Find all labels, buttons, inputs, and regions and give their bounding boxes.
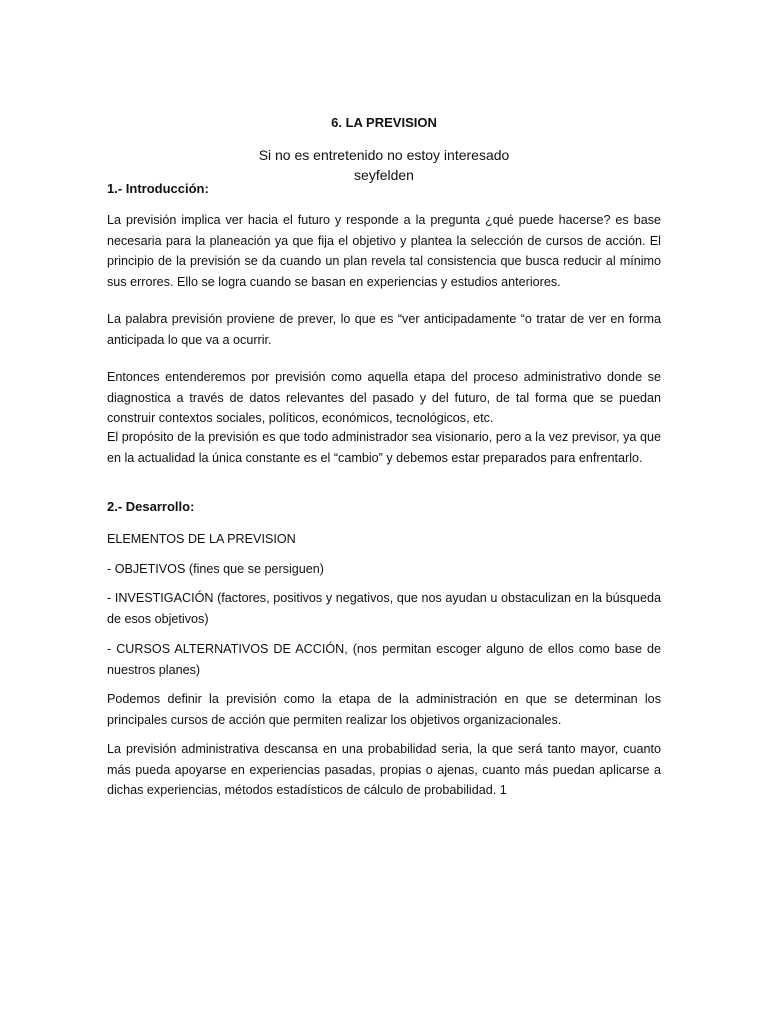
intro-paragraph-3: Entonces entenderemos por previsión como aquella etapa del proceso administrativo donde se diagnostica a través de datos relevantes del pasado y del futuro, de tal forma que se puedan construir contextos sociales, políticos, económicos, tecnológicos, etc. [107,370,661,425]
list-item-investigacion: - INVESTIGACIÓN (factores, positivos y negativos, que nos ayudan u obstaculizan en la búsqueda de esos objetivos) [107,591,661,626]
document-title: 6. LA PREVISION [331,115,437,130]
section-heading-introduction: 1.- Introducción: [107,181,209,196]
intro-paragraph-2: La palabra previsión proviene de prever, lo que es “ver anticipadamente “o tratar de ver en forma anticipada lo que va a ocurrir. [107,312,661,347]
list-item-cursos: - CURSOS ALTERNATIVOS DE ACCIÓN, (nos permitan escoger alguno de ellos como base de nuestros planes) [107,642,661,677]
development-paragraph-2: La previsión administrativa descansa en una probabilidad seria, la que será tanto mayor, cuanto más pueda apoyarse en experiencias pasadas, propias o ajenas, cuanto más puedan aplicarse a dichas experiencias, métodos estadísticos de cálculo de probabilidad. 1 [107,742,661,797]
quote-text: Si no es entretenido no estoy interesado [258,147,510,163]
list-item-objetivos: - OBJETIVOS (fines que se persiguen) [107,562,324,576]
intro-paragraph-4: El propósito de la previsión es que todo administrador sea visionario, pero a la vez previsor, ya que en la actualidad la única constante es el “cambio” y debemos estar preparados para enfrentarlo. [107,430,661,465]
development-paragraph-1: Podemos definir la previsión como la etapa de la administración en que se determinan los principales cursos de acción que permiten realizar los objetivos organizacionales. [107,692,661,727]
section-heading-development: 2.- Desarrollo: [107,499,195,514]
intro-paragraph-1: La previsión implica ver hacia el futuro y responde a la pregunta ¿qué puede hacerse? es base necesaria para la planeación ya que fija el objetivo y plantea la selección de cursos de acción. El principio de la previsión se da cuando un plan revela tal consistencia que busca reducir al mínimo sus errores. Ello se logra cuando se basan en experiencias y estudios anteriores. [107,213,661,289]
elements-subheading: ELEMENTOS DE LA PREVISION [107,532,296,546]
epigraph-quote [0,145,768,185]
quote-author: seyfelden [354,167,414,183]
